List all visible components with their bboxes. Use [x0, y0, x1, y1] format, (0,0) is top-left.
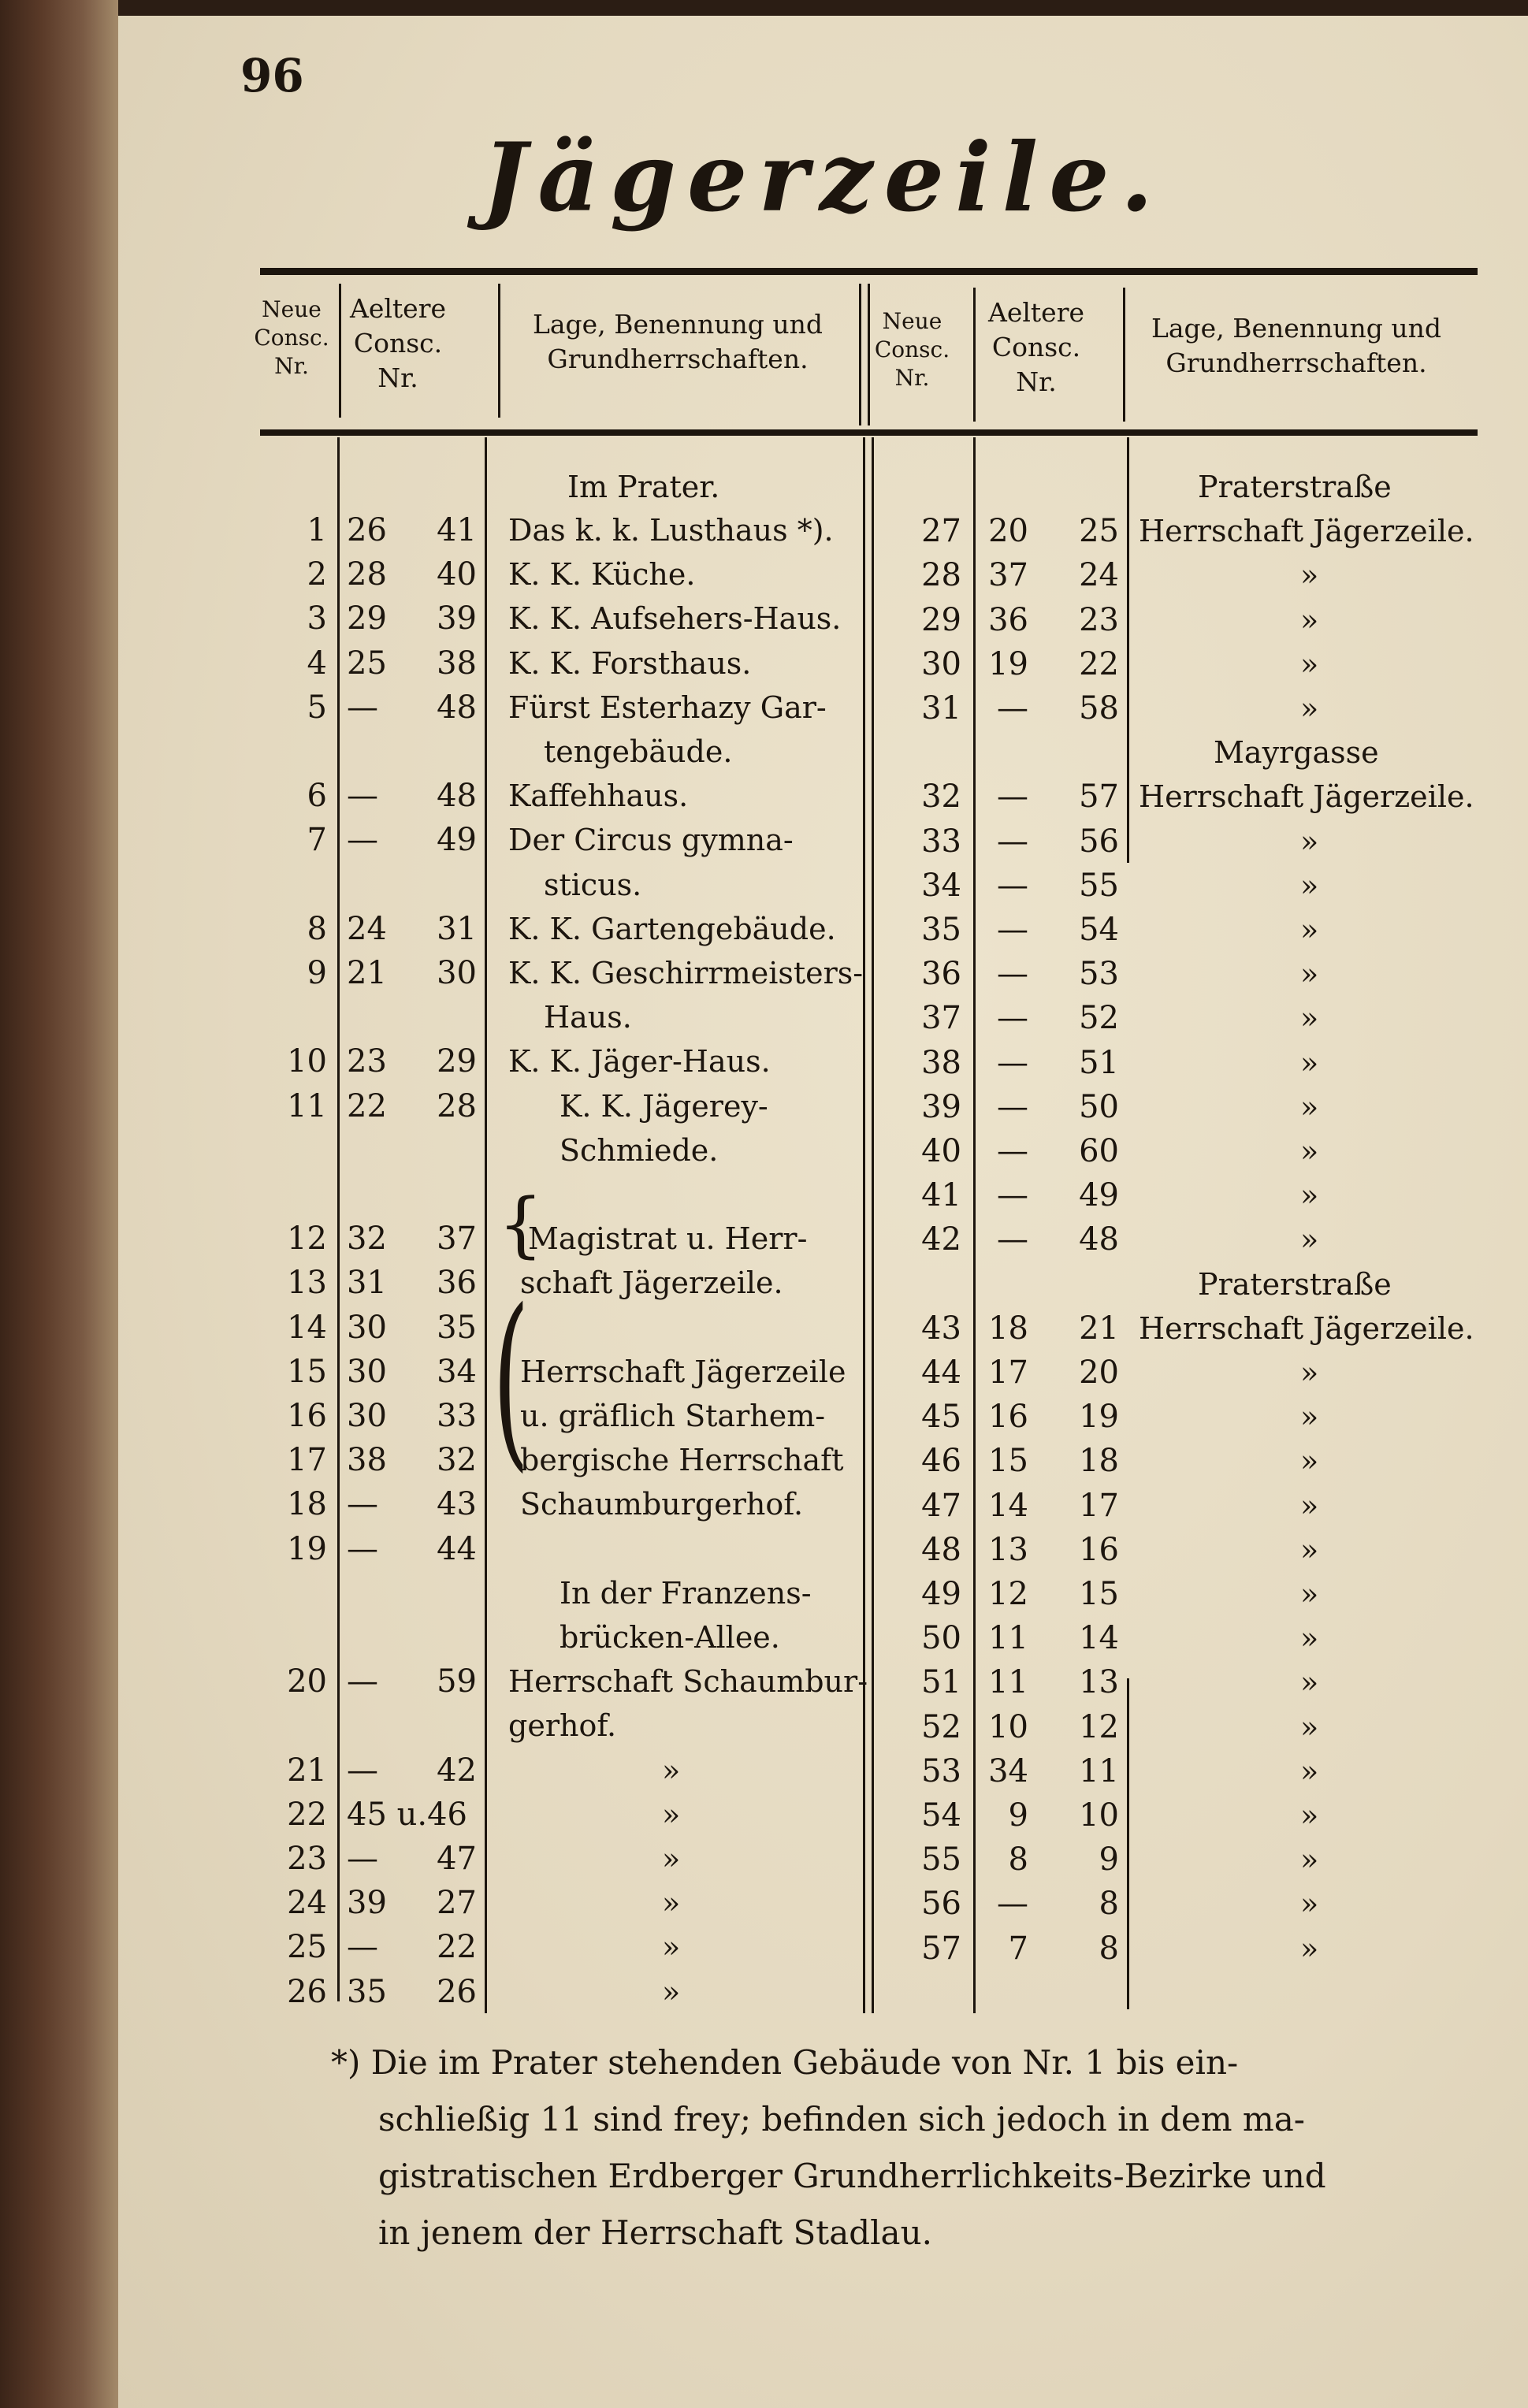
left-row-desc: Herrschaft Schaumbur-	[508, 1664, 868, 1700]
right-row-desc: »	[1300, 1488, 1319, 1523]
left-row-desc: K. K. Jägerey-	[560, 1088, 768, 1124]
right-row-desc: »	[1300, 1798, 1319, 1833]
right-row-old-nr-a: 11	[988, 1620, 1028, 1657]
right-row-old-nr-a: —	[997, 823, 1028, 860]
left-row-new-nr: 4	[307, 645, 327, 682]
right-row-new-nr: 37	[921, 1000, 961, 1037]
right-row-old-nr-a: —	[997, 912, 1028, 948]
right-row-new-nr: 30	[921, 645, 961, 682]
right-row-new-nr: 39	[921, 1088, 961, 1125]
right-row-desc: »	[1300, 1089, 1319, 1124]
left-row-desc: u. gräflich Starhem-	[520, 1399, 826, 1433]
left-row-desc: »	[662, 1930, 681, 1965]
right-row-old-nr-a: —	[997, 779, 1028, 816]
left-row-desc: Haus.	[544, 1000, 632, 1035]
right-row-new-nr: 57	[921, 1930, 961, 1967]
left-row-new-nr: 11	[287, 1087, 327, 1124]
right-row-old-nr-a: 13	[988, 1531, 1028, 1568]
right-row-old-nr-b: 56	[1079, 823, 1119, 860]
right-row-old-nr-b: 57	[1079, 779, 1119, 816]
body-line-1	[337, 437, 340, 2001]
right-row-old-nr-a: 11	[988, 1664, 1028, 1701]
right-row-new-nr: 52	[921, 1708, 961, 1745]
right-row-old-nr-b: 9	[1099, 1841, 1119, 1878]
right-row-old-nr-b: 8	[1099, 1886, 1119, 1923]
right-row-old-nr-a: —	[997, 1133, 1028, 1169]
right-row-old-nr-a: —	[997, 867, 1028, 904]
header-desc-left: Lage, Benennung und Grundherrschaften.	[532, 309, 823, 374]
left-row-old-nr-b: 36	[437, 1265, 477, 1302]
right-row-old-nr-a: 37	[988, 557, 1028, 594]
left-row-desc: brücken-Allee.	[560, 1620, 780, 1655]
right-row-desc: Herrschaft Jägerzeile.	[1139, 1310, 1474, 1346]
right-row-new-nr: 53	[921, 1752, 961, 1789]
left-row-old-nr-a: 30	[347, 1309, 387, 1346]
right-row-old-nr-a: —	[997, 1177, 1028, 1214]
right-row-old-nr-a: 7	[1008, 1930, 1028, 1967]
right-row-desc: Herrschaft Jägerzeile.	[1139, 779, 1474, 815]
right-row-old-nr-a: —	[997, 956, 1028, 993]
col-line-5	[1123, 288, 1125, 422]
left-row-old-nr-b: 33	[437, 1398, 477, 1434]
left-row-old-nr-a: 39	[347, 1885, 387, 1922]
left-row-old-nr-b: 32	[437, 1442, 477, 1479]
left-row-new-nr: 23	[287, 1841, 327, 1877]
right-row-old-nr-b: 58	[1079, 690, 1119, 726]
right-row-desc: Mayrgasse	[1214, 735, 1379, 771]
right-row-old-nr-b: 10	[1079, 1797, 1119, 1834]
right-row-old-nr-b: 53	[1079, 956, 1119, 993]
right-row-old-nr-b: 24	[1079, 557, 1119, 594]
left-row-old-nr-b: 26	[437, 1973, 477, 2010]
right-row-new-nr: 55	[921, 1841, 961, 1878]
left-row-old-nr-b: 49	[437, 822, 477, 859]
left-row-new-nr: 9	[307, 955, 327, 991]
right-row-desc: »	[1300, 558, 1319, 593]
right-row-desc: »	[1300, 1577, 1319, 1611]
right-row-new-nr: 29	[921, 601, 961, 638]
left-row-new-nr: 8	[307, 910, 327, 947]
left-row-desc: »	[662, 1841, 681, 1876]
right-row-desc: »	[1300, 1134, 1319, 1169]
left-row-old-nr-b: 38	[437, 645, 477, 682]
right-row-old-nr-a: —	[997, 690, 1028, 726]
left-row-new-nr: 14	[287, 1309, 327, 1346]
right-row-old-nr-b: 54	[1079, 912, 1119, 948]
left-row-old-nr-a: —	[347, 1929, 378, 1966]
left-row-old-nr-a: —	[347, 822, 378, 859]
right-row-old-nr-b: 60	[1079, 1133, 1119, 1169]
right-row-desc: Praterstraße	[1198, 470, 1392, 504]
left-row-old-nr-b: 22	[437, 1929, 477, 1966]
right-row-new-nr: 47	[921, 1487, 961, 1524]
left-row-old-nr-b: 29	[437, 1043, 477, 1080]
right-row-desc: »	[1300, 1222, 1319, 1258]
left-row-old-nr-a: 35	[347, 1973, 387, 2010]
right-row-new-nr: 45	[921, 1399, 961, 1436]
brace-magistrat: {	[498, 1184, 544, 1266]
right-row-old-nr-b: 23	[1079, 601, 1119, 638]
col-line-1	[339, 284, 341, 418]
right-row-old-nr-b: 20	[1079, 1354, 1119, 1391]
left-row-old-nr-b: 37	[437, 1221, 477, 1258]
right-row-old-nr-a: 10	[988, 1708, 1028, 1745]
left-row-old-nr-b: 44	[437, 1530, 477, 1567]
left-row-new-nr: 7	[307, 822, 327, 859]
left-row-new-nr: 10	[287, 1043, 327, 1080]
right-row-desc: »	[1300, 1001, 1319, 1036]
right-row-new-nr: 36	[921, 956, 961, 993]
left-row-desc: tengebäude.	[544, 734, 733, 769]
left-row-old-nr-a: 30	[347, 1353, 387, 1390]
left-row-new-nr: 5	[307, 689, 327, 726]
left-row-desc: »	[662, 1797, 681, 1832]
left-row-old-nr-b: 59	[437, 1663, 477, 1700]
left-row-new-nr: 15	[287, 1353, 327, 1390]
left-row-old-nr-b: 41	[437, 512, 477, 548]
right-row-old-nr-a: 19	[988, 645, 1028, 682]
brace-starhemberg: (	[493, 1269, 530, 1489]
left-row-new-nr: 21	[287, 1752, 327, 1789]
right-row-old-nr-b: 13	[1079, 1664, 1119, 1701]
body-line-6	[1127, 1678, 1129, 2009]
right-row-old-nr-a: —	[997, 1088, 1028, 1125]
header-top-rule	[260, 268, 1478, 275]
right-row-old-nr-a: 14	[988, 1487, 1028, 1524]
right-row-new-nr: 31	[921, 690, 961, 726]
col-line-3	[859, 284, 870, 425]
right-row-desc: »	[1300, 1444, 1319, 1479]
right-row-desc: »	[1300, 1842, 1319, 1878]
right-row-new-nr: 54	[921, 1797, 961, 1834]
left-row-new-nr: 13	[287, 1265, 327, 1302]
left-row-desc: K. K. Aufsehers-Haus.	[508, 601, 842, 637]
left-row-old-nr-b: 28	[437, 1087, 477, 1124]
left-row-old-nr-b: 39	[437, 600, 477, 637]
right-row-old-nr-a: 12	[988, 1576, 1028, 1612]
left-row-old-nr-b: 31	[437, 910, 477, 947]
footnote-line: in jenem der Herrschaft Stadlau.	[378, 2213, 932, 2252]
right-row-desc: »	[1300, 1045, 1319, 1080]
page-title: Jägerzeile.	[481, 122, 1165, 233]
left-row-old-nr-b: 48	[437, 778, 477, 815]
left-row-desc: Magistrat u. Herr-	[528, 1221, 808, 1257]
left-row-old-nr-b: 48	[437, 689, 477, 726]
right-row-old-nr-b: 19	[1079, 1399, 1119, 1436]
left-row-old-nr-b: 40	[437, 556, 477, 593]
header-old-right: Aeltere Consc. Nr.	[987, 297, 1084, 397]
left-row-desc: K. K. Forsthaus.	[508, 645, 752, 681]
footnote-line: *) Die im Prater stehenden Gebäude von Nr. 1 bis ein-	[331, 2043, 1239, 2082]
right-row-old-nr-b: 16	[1079, 1531, 1119, 1568]
left-row-new-nr: 26	[287, 1973, 327, 2010]
left-row-old-nr-a: 22	[347, 1087, 387, 1124]
body-line-5	[1127, 437, 1129, 863]
right-row-new-nr: 48	[921, 1531, 961, 1568]
right-row-new-nr: 46	[921, 1443, 961, 1480]
right-row-old-nr-b: 21	[1079, 1310, 1119, 1347]
header-new-left: Neue Consc. Nr.	[254, 296, 329, 379]
right-row-desc: »	[1300, 957, 1319, 992]
right-row-desc: »	[1300, 912, 1319, 947]
col-line-2	[498, 284, 500, 418]
footnote-line: gistratischen Erdberger Grundherrlichkeits-Bezirke und	[378, 2157, 1326, 2195]
right-row-new-nr: 43	[921, 1310, 961, 1347]
section-prater: Im Prater.	[567, 470, 720, 504]
body-line-2	[485, 437, 487, 2013]
header-desc-right: Lage, Benennung und Grundherrschaften.	[1151, 313, 1442, 378]
book-spine-edge	[0, 0, 118, 2408]
left-row-old-nr-b: 42	[437, 1752, 477, 1789]
left-row-new-nr: 20	[287, 1663, 327, 1700]
right-row-new-nr: 50	[921, 1620, 961, 1657]
right-row-desc: »	[1300, 1665, 1319, 1700]
right-row-new-nr: 32	[921, 779, 961, 816]
right-row-desc: »	[1300, 868, 1319, 903]
right-row-old-nr-a: —	[997, 1886, 1028, 1923]
left-row-old-nr-a: —	[347, 1663, 378, 1700]
right-row-old-nr-b: 12	[1079, 1708, 1119, 1745]
right-row-old-nr-a: 9	[1008, 1797, 1028, 1834]
left-row-desc: Schaumburgerhof.	[520, 1487, 804, 1522]
right-row-desc: »	[1300, 823, 1319, 859]
left-row-old-nr-a: 28	[347, 556, 387, 593]
left-row-old-nr-a: 32	[347, 1221, 387, 1258]
right-row-desc: »	[1300, 1532, 1319, 1567]
left-row-old-nr-a: 31	[347, 1265, 387, 1302]
left-row-desc: »	[662, 1752, 681, 1788]
body-line-3	[863, 437, 874, 2013]
left-row-old-nr-a: 38	[347, 1442, 387, 1479]
left-row-new-nr: 6	[307, 778, 327, 815]
right-row-desc: »	[1300, 1399, 1319, 1435]
left-row-desc: K. K. Jäger-Haus.	[508, 1044, 771, 1080]
right-row-old-nr-b: 50	[1079, 1088, 1119, 1125]
left-row-desc: schaft Jägerzeile.	[520, 1265, 783, 1301]
right-row-new-nr: 51	[921, 1664, 961, 1701]
left-row-new-nr: 17	[287, 1442, 327, 1479]
right-row-old-nr-b: 51	[1079, 1044, 1119, 1081]
right-row-desc: »	[1300, 1178, 1319, 1213]
left-row-old-nr-a: 45 u.46	[347, 1796, 467, 1833]
body-line-4	[973, 437, 976, 2013]
left-row-desc: Kaffehhaus.	[508, 779, 689, 814]
right-row-old-nr-b: 15	[1079, 1576, 1119, 1612]
left-row-old-nr-a: 29	[347, 600, 387, 637]
right-row-new-nr: 42	[921, 1221, 961, 1258]
right-row-old-nr-a: 16	[988, 1399, 1028, 1436]
right-row-old-nr-a: —	[997, 1044, 1028, 1081]
right-row-old-nr-b: 8	[1099, 1930, 1119, 1967]
right-row-new-nr: 33	[921, 823, 961, 860]
right-row-new-nr: 49	[921, 1576, 961, 1612]
header-new-right: Neue Consc. Nr.	[874, 308, 950, 391]
left-row-new-nr: 22	[287, 1796, 327, 1833]
right-row-desc: »	[1300, 691, 1319, 726]
left-row-old-nr-a: 24	[347, 910, 387, 947]
left-row-old-nr-a: —	[347, 1841, 378, 1877]
left-row-old-nr-a: —	[347, 778, 378, 815]
right-row-old-nr-a: —	[997, 1000, 1028, 1037]
right-row-desc: »	[1300, 1621, 1319, 1656]
right-row-old-nr-b: 11	[1079, 1752, 1119, 1789]
right-row-old-nr-b: 52	[1079, 1000, 1119, 1037]
right-row-desc: Herrschaft Jägerzeile.	[1139, 514, 1474, 549]
right-row-desc: »	[1300, 1355, 1319, 1390]
right-row-new-nr: 34	[921, 867, 961, 904]
right-row-new-nr: 44	[921, 1354, 961, 1391]
right-row-new-nr: 56	[921, 1886, 961, 1923]
right-row-new-nr: 41	[921, 1177, 961, 1214]
right-row-desc: Praterstraße	[1198, 1266, 1392, 1302]
right-row-old-nr-a: 34	[988, 1752, 1028, 1789]
left-row-new-nr: 18	[287, 1486, 327, 1523]
right-row-new-nr: 27	[921, 513, 961, 550]
left-row-desc: bergische Herrschaft	[520, 1443, 844, 1478]
right-row-desc: »	[1300, 1930, 1319, 1966]
right-row-old-nr-b: 49	[1079, 1177, 1119, 1214]
right-row-old-nr-a: 18	[988, 1310, 1028, 1347]
right-row-old-nr-a: 17	[988, 1354, 1028, 1391]
right-row-old-nr-b: 22	[1079, 645, 1119, 682]
left-row-desc: gerhof.	[508, 1708, 617, 1744]
right-row-old-nr-b: 14	[1079, 1620, 1119, 1657]
left-row-desc: »	[662, 1886, 681, 1921]
left-row-new-nr: 24	[287, 1885, 327, 1922]
page-number: 96	[240, 49, 304, 102]
left-row-desc: Herrschaft Jägerzeile	[520, 1354, 846, 1389]
left-row-old-nr-b: 35	[437, 1309, 477, 1346]
left-row-desc: K. K. Geschirrmeisters-	[508, 956, 864, 990]
left-row-new-nr: 25	[287, 1929, 327, 1966]
header-bottom-rule	[260, 429, 1478, 436]
right-row-old-nr-a: 8	[1008, 1841, 1028, 1878]
col-line-4	[973, 288, 976, 422]
left-row-new-nr: 12	[287, 1221, 327, 1258]
right-row-old-nr-a: 20	[988, 513, 1028, 550]
right-row-desc: »	[1300, 646, 1319, 682]
left-row-desc: Schmiede.	[560, 1132, 719, 1168]
right-row-old-nr-b: 17	[1079, 1487, 1119, 1524]
left-row-desc: »	[662, 1974, 681, 2009]
right-row-desc: »	[1300, 1709, 1319, 1745]
header-old-left: Aeltere Consc. Nr.	[349, 293, 446, 393]
right-row-desc: »	[1300, 1886, 1319, 1922]
right-row-old-nr-b: 48	[1079, 1221, 1119, 1258]
right-row-old-nr-a: 36	[988, 601, 1028, 638]
left-row-new-nr: 3	[307, 600, 327, 637]
left-row-old-nr-b: 27	[437, 1885, 477, 1922]
footnote-line: schließig 11 sind frey; befinden sich jedoch in dem ma-	[378, 2100, 1305, 2139]
left-row-old-nr-a: —	[347, 1486, 378, 1523]
left-row-new-nr: 19	[287, 1530, 327, 1567]
right-row-old-nr-a: 15	[988, 1443, 1028, 1480]
right-row-old-nr-a: —	[997, 1221, 1028, 1258]
right-row-new-nr: 40	[921, 1133, 961, 1169]
left-row-new-nr: 1	[307, 512, 327, 548]
right-row-new-nr: 28	[921, 557, 961, 594]
left-row-old-nr-a: 25	[347, 645, 387, 682]
right-row-desc: »	[1300, 602, 1319, 637]
left-row-old-nr-b: 43	[437, 1486, 477, 1523]
left-row-old-nr-b: 34	[437, 1353, 477, 1390]
left-row-old-nr-a: —	[347, 1530, 378, 1567]
left-row-desc: In der Franzens-	[560, 1575, 812, 1611]
book-page	[118, 16, 1528, 2408]
left-row-desc: sticus.	[544, 867, 642, 902]
left-row-old-nr-a: —	[347, 689, 378, 726]
left-row-old-nr-a: 30	[347, 1398, 387, 1434]
left-row-new-nr: 2	[307, 556, 327, 593]
right-row-old-nr-b: 25	[1079, 513, 1119, 550]
left-row-new-nr: 16	[287, 1398, 327, 1434]
right-row-new-nr: 38	[921, 1044, 961, 1081]
left-row-old-nr-b: 30	[437, 955, 477, 991]
right-row-old-nr-b: 55	[1079, 867, 1119, 904]
left-row-desc: Das k. k. Lusthaus *).	[508, 513, 834, 548]
left-row-desc: Der Circus gymna-	[508, 823, 794, 858]
right-row-desc: »	[1300, 1753, 1319, 1789]
right-row-old-nr-b: 18	[1079, 1443, 1119, 1480]
left-row-old-nr-a: 26	[347, 512, 387, 548]
left-row-desc: K. K. Gartengebäude.	[508, 911, 836, 946]
left-row-old-nr-a: —	[347, 1752, 378, 1789]
left-row-desc: Fürst Esterhazy Gar-	[508, 689, 827, 725]
left-row-old-nr-a: 23	[347, 1043, 387, 1080]
left-row-desc: K. K. Küche.	[508, 557, 696, 593]
left-row-old-nr-b: 47	[437, 1841, 477, 1877]
right-row-new-nr: 35	[921, 912, 961, 948]
left-row-old-nr-a: 21	[347, 955, 387, 991]
